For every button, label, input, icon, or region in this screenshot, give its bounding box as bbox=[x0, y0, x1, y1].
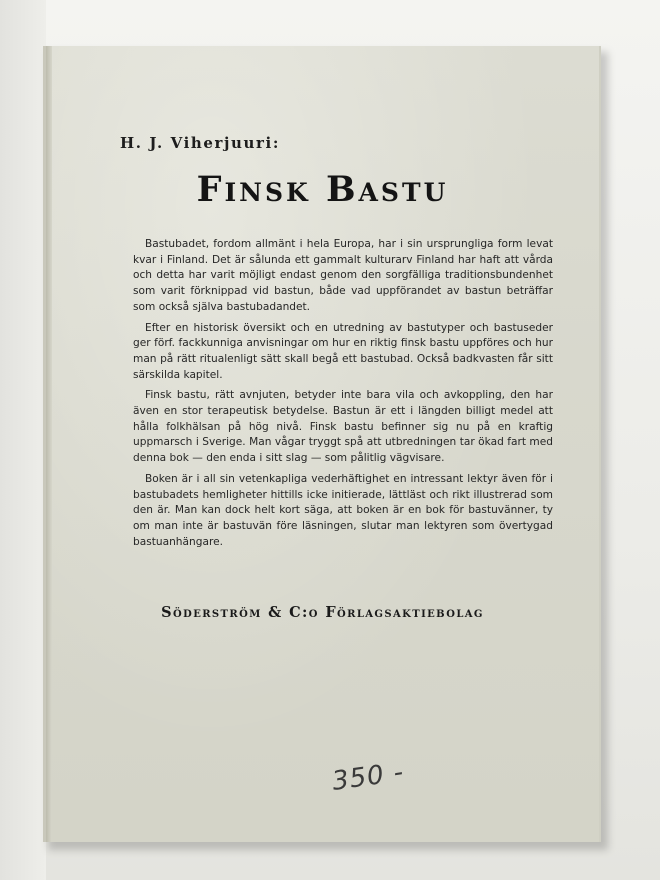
blurb-paragraph-2: Efter en historisk översikt och en utredning av bastutyper och bastuseder ger förf. fackkunniga anvisningar om hur en riktig finsk bastu uppföres och hur man på rätt ritualenligt sätt skall begå ett bastubad. Också badkvasten får sitt särskilda kapitel. bbox=[133, 321, 553, 381]
blurb-paragraph-1: Bastubadet, fordom allmänt i hela Europa, har i sin ursprungliga form levat kvar i Finland. Det är sålunda ett gammalt kulturarv Finland har haft att vårda och detta har varit möjligt endast genom den sorgfälliga traditionsbundenhet som varit förknippad vid bastun, både vad uppförandet av bastun beträffar som också själva bastubadandet. bbox=[133, 238, 553, 313]
spine-edge bbox=[46, 46, 52, 842]
publisher-name: Söderström & C:o Förlagsaktiebolag bbox=[161, 604, 484, 621]
blurb-paragraph-4: Boken är i all sin vetenkapliga vederhäftighet en intressant lektyr även för i bastubadets hemligheter hittills icke initierade, lättläst och rikt illustrerad som den är. Man kan dock helt kort säga, att boken är en bok för bastuvänner, ty om man inte är bastuvän före läsningen, slutar man lektyren som övertygad bastuanhängare. bbox=[133, 472, 553, 548]
blurb-text bbox=[133, 237, 553, 555]
book-back-cover bbox=[43, 46, 601, 842]
blurb-paragraph-3: Finsk bastu, rätt avnjuten, betyder inte bara vila och avkoppling, den har även en stor terapeutisk betydelse. Bastun är ett i längden billigt medel att hålla folkhälsan på hög nivå. Finsk bastu befinner sig nu på en kraftig uppmarsch i Sverige. Man vågar tryggt spå att utbredningen tar ökad fart med denna bok — den enda i sitt slag — som pålitlig vägvisare. bbox=[133, 389, 553, 465]
author-name: H. J. Viherjuuri: bbox=[120, 134, 280, 152]
handwritten-price: 350 - bbox=[330, 757, 407, 797]
book-title: Finsk Bastu bbox=[196, 169, 449, 210]
background bbox=[0, 0, 46, 880]
